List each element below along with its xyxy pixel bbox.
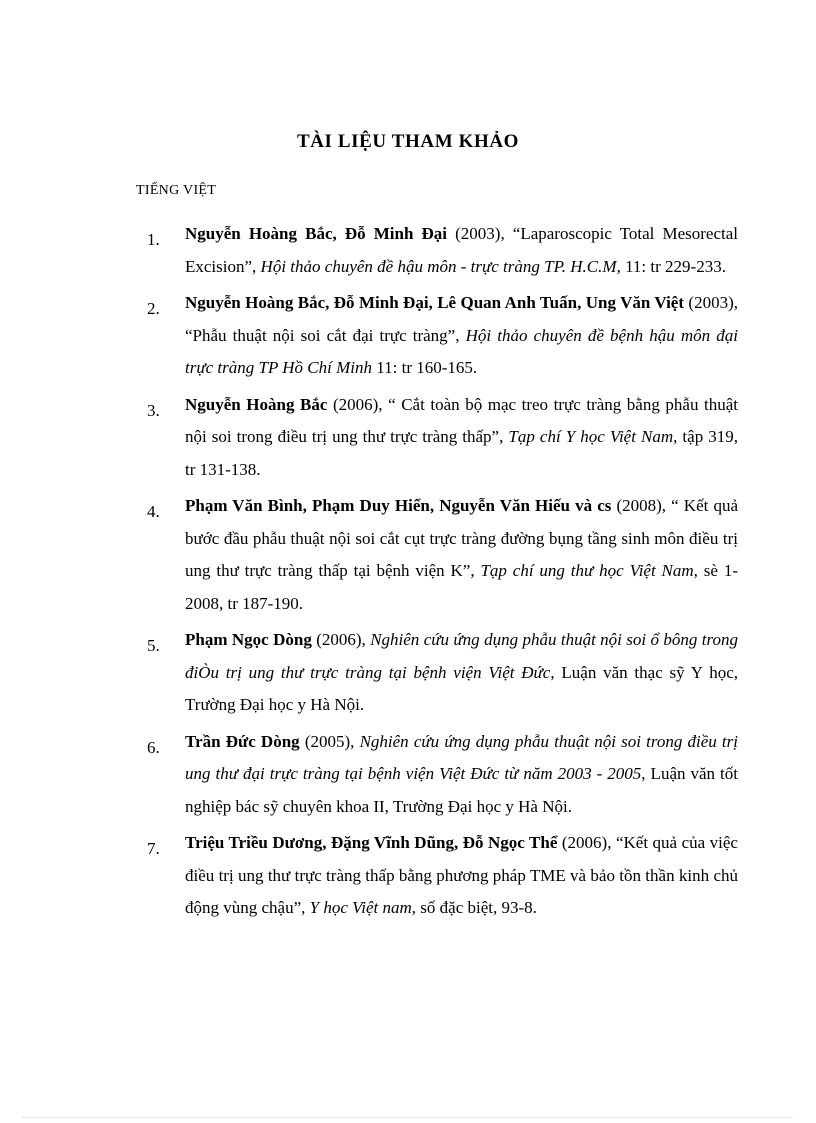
reference-number: 2. — [147, 299, 160, 318]
reference-text — [185, 490, 738, 620]
reference-item — [0, 726, 816, 824]
reference-source: Hội thảo chuyên đề hậu môn - trực tràng TP. H.C.M — [260, 256, 617, 276]
reference-item — [0, 389, 816, 487]
reference-number: 5. — [147, 636, 160, 655]
reference-item — [0, 287, 816, 385]
reference-text — [185, 827, 738, 925]
reference-authors: Triệu Triều Dương, Đặng Vĩnh Dũng, Đỗ Ngọc Thể — [185, 833, 558, 852]
reference-item — [0, 624, 816, 722]
reference-authors: Nguyễn Hoàng Bắc, Đỗ Minh Đại, Lê Quan Anh Tuấn, Ung Văn Việt — [185, 293, 685, 312]
reference-details: (2005), — [299, 731, 360, 751]
reference-tail: , Luận văn tốt nghiệp bác sỹ chuyên khoa II, Trường Đại học y Hà Nội. — [185, 764, 738, 816]
reference-text — [185, 218, 738, 283]
reference-source: Hội thảo chuyên đề bệnh hậu môn đại trực tràng TP Hồ Chí Minh — [185, 325, 738, 377]
reference-source: Tạp chí ung thư học Việt Nam — [480, 561, 694, 580]
reference-details: (2006), “ Cắt toàn bộ mạc treo trực tràng bằng phẫu thuật nội soi trong điều trị ung thư trực tràng thấp”, — [185, 394, 738, 446]
reference-authors: Trần Đức Dòng — [185, 731, 300, 751]
reference-text — [185, 726, 738, 824]
reference-tail: , số đặc biệt, 93-8. — [411, 898, 537, 917]
reference-item — [0, 218, 816, 283]
reference-item — [0, 490, 816, 620]
reference-authors: Nguyễn Hoàng Bắc, Đỗ Minh Đại — [185, 224, 448, 243]
reference-number: 6. — [147, 737, 160, 757]
reference-tail: , tập 319, tr 131-138. — [185, 427, 738, 479]
section-heading: TIẾNG VIỆT — [136, 183, 217, 198]
reference-number: 4. — [147, 502, 160, 521]
reference-text — [185, 624, 738, 722]
reference-number: 1. — [147, 230, 160, 249]
reference-authors: Phạm Ngọc Dòng — [185, 630, 312, 649]
reference-source: Nghiên cứu ứng dụng phẫu thuật nội soi trong điều trị ung thư đại trực tràng tại bệnh viện Việt Đức từ năm 2003 - 2005 — [185, 731, 738, 783]
page-footer-divider — [22, 1117, 794, 1118]
reference-tail: , Luận văn thạc sỹ Y học, Trường Đại học y Hà Nội. — [185, 662, 738, 714]
reference-source: Nghiên cứu ứng dụng phẫu thuật nội soi ổ bông trong điÒu trị ung thư trực tràng tại bệnh viện Việt Đức — [185, 630, 739, 682]
reference-source: Y học Việt nam — [309, 898, 412, 917]
reference-tail: , sè 1-2008, tr 187-190. — [185, 561, 738, 613]
reference-source: Tạp chí Y học Việt Nam — [508, 427, 674, 446]
reference-number: 3. — [147, 400, 160, 420]
reference-details: (2006), — [311, 630, 371, 649]
reference-details: (2008), “ Kết quả bước đầu phẫu thuật nội soi cắt cụt trực tràng đường bụng tầng sinh môn điều trị ung thư trực tràng thấp tại bệnh viện K”, — [185, 496, 738, 580]
reference-number: 7. — [147, 839, 160, 858]
page-title: TÀI LIỆU THAM KHẢO — [296, 131, 520, 152]
reference-text — [185, 287, 738, 385]
reference-item — [0, 827, 816, 925]
reference-authors: Nguyễn Hoàng Bắc — [185, 394, 328, 414]
reference-list — [0, 218, 816, 929]
reference-text — [185, 389, 738, 487]
reference-details: (2003), “Phẫu thuật nội soi cắt đại trực tràng”, — [185, 293, 738, 345]
reference-authors: Phạm Văn Bình, Phạm Duy Hiển, Nguyễn Văn Hiếu và cs — [185, 496, 612, 515]
reference-details: (2003), “Laparoscopic Total Mesorectal Excision”, — [185, 224, 739, 276]
reference-tail: 11: tr 160-165. — [372, 358, 478, 377]
reference-tail: , 11: tr 229-233. — [616, 256, 726, 276]
reference-details: (2006), “Kết quả của việc điều trị ung thư trực tràng thấp bằng phương pháp TME và bảo tồn thần kinh chủ động vùng chậu”, — [185, 833, 738, 917]
